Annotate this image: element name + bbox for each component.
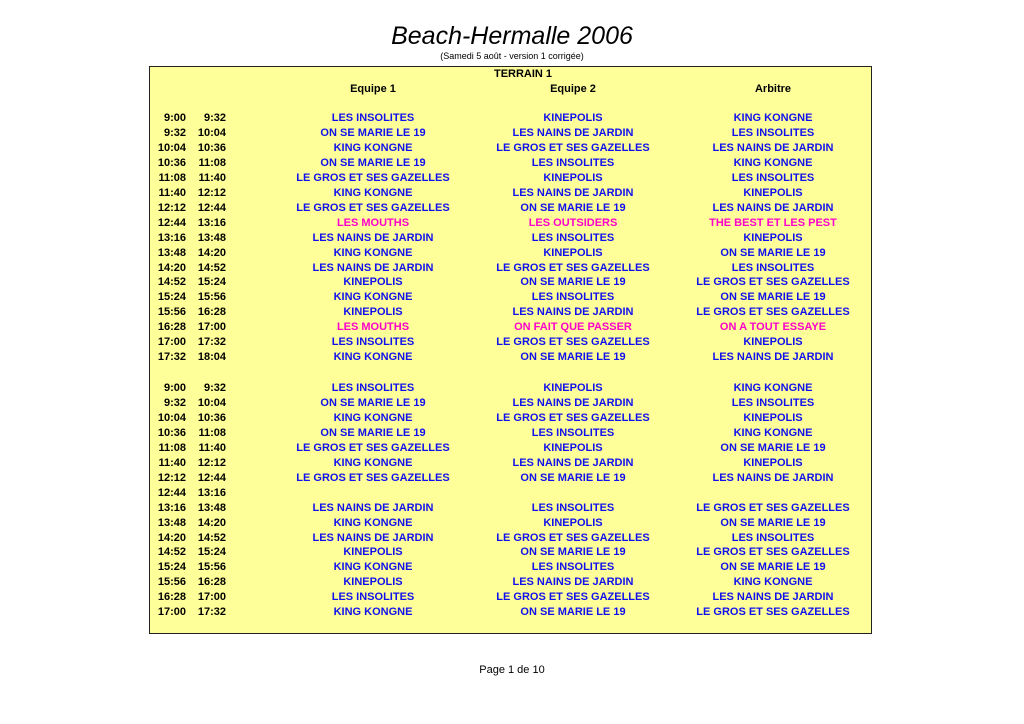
team-2: LES INSOLITES <box>531 156 615 169</box>
team-2: LES NAINS DE JARDIN <box>512 456 634 469</box>
team-1: KING KONGNE <box>333 411 413 424</box>
team-2: ON FAIT QUE PASSER <box>514 321 632 334</box>
team-1: KINEPOLIS <box>343 306 403 319</box>
team-1: LE GROS ET SES GAZELLES <box>296 171 450 184</box>
schedule-row <box>0 201 1024 216</box>
terrain-label: TERRAIN 1 <box>493 68 553 80</box>
referee: THE BEST ET LES PEST <box>709 216 837 229</box>
team-1: LES MOUTHS <box>336 321 410 334</box>
team-2: LES OUTSIDERS <box>528 216 618 229</box>
team-1: LE GROS ET SES GAZELLES <box>296 471 450 484</box>
team-1: KING KONGNE <box>333 561 413 574</box>
referee: ON A TOUT ESSAYE <box>719 321 827 334</box>
start-time: 14:20 <box>157 531 186 544</box>
referee: KINEPOLIS <box>743 411 803 424</box>
referee: LES INSOLITES <box>731 261 815 274</box>
start-time: 10:36 <box>157 156 186 169</box>
referee: ON SE MARIE LE 19 <box>720 441 826 454</box>
end-time: 13:16 <box>197 486 226 499</box>
schedule-row <box>0 516 1024 531</box>
start-time: 9:00 <box>163 382 186 394</box>
start-time: 12:12 <box>157 201 186 214</box>
team-1: LE GROS ET SES GAZELLES <box>296 441 450 454</box>
end-time: 11:08 <box>198 426 226 439</box>
referee: KING KONGNE <box>733 382 813 394</box>
schedule-row <box>0 126 1024 141</box>
schedule-row <box>0 486 1024 501</box>
team-1: LES NAINS DE JARDIN <box>312 231 434 244</box>
schedule-row <box>0 501 1024 516</box>
team-2: ON SE MARIE LE 19 <box>520 201 626 214</box>
end-time: 10:36 <box>197 411 226 424</box>
team-1: LES NAINS DE JARDIN <box>312 261 434 274</box>
schedule-row <box>0 305 1024 320</box>
team-2: LES NAINS DE JARDIN <box>512 126 634 139</box>
team-2: LES NAINS DE JARDIN <box>512 576 634 589</box>
schedule-row <box>0 350 1024 365</box>
referee: LES INSOLITES <box>731 171 815 184</box>
schedule-row <box>0 290 1024 305</box>
end-time: 12:12 <box>197 456 226 469</box>
start-time: 10:36 <box>157 426 186 439</box>
schedule-row <box>0 605 1024 620</box>
start-time: 12:12 <box>157 471 186 484</box>
end-time: 11:40 <box>198 441 226 454</box>
team-1: KING KONGNE <box>333 456 413 469</box>
team-1: KINEPOLIS <box>343 546 403 559</box>
end-time: 12:12 <box>197 186 226 199</box>
schedule-row <box>0 231 1024 246</box>
team-1: KINEPOLIS <box>343 276 403 289</box>
start-time: 11:40 <box>158 186 186 199</box>
team-2: LE GROS ET SES GAZELLES <box>496 141 650 154</box>
schedule-row <box>0 141 1024 156</box>
team-2: ON SE MARIE LE 19 <box>520 351 626 364</box>
team-2: ON SE MARIE LE 19 <box>520 546 626 559</box>
team-1: ON SE MARIE LE 19 <box>320 156 426 169</box>
end-time: 13:48 <box>197 231 226 244</box>
schedule-row <box>0 111 1024 126</box>
referee: KINEPOLIS <box>743 186 803 199</box>
end-time: 12:44 <box>197 471 226 484</box>
schedule-row <box>0 335 1024 350</box>
team-1: LES NAINS DE JARDIN <box>312 531 434 544</box>
referee: ON SE MARIE LE 19 <box>720 246 826 259</box>
start-time: 14:20 <box>157 261 186 274</box>
team-2: KINEPOLIS <box>543 441 603 454</box>
schedule-row <box>0 381 1024 396</box>
team-1: ON SE MARIE LE 19 <box>320 426 426 439</box>
end-time: 10:04 <box>197 396 226 409</box>
referee: LE GROS ET SES GAZELLES <box>696 546 850 559</box>
team-1: LES INSOLITES <box>331 336 415 349</box>
team-2: LES NAINS DE JARDIN <box>512 306 634 319</box>
referee: LES NAINS DE JARDIN <box>712 351 834 364</box>
referee: LE GROS ET SES GAZELLES <box>696 276 850 289</box>
referee: KINEPOLIS <box>743 231 803 244</box>
start-time: 16:28 <box>157 321 186 334</box>
team-2: KINEPOLIS <box>543 171 603 184</box>
end-time: 9:32 <box>203 112 226 124</box>
start-time: 15:24 <box>157 561 186 574</box>
team-1: KING KONGNE <box>333 141 413 154</box>
team-1: LE GROS ET SES GAZELLES <box>296 201 450 214</box>
schedule-row <box>0 545 1024 560</box>
team-1: LES MOUTHS <box>336 216 410 229</box>
schedule-row <box>0 261 1024 276</box>
referee: KING KONGNE <box>733 156 813 169</box>
start-time: 12:44 <box>157 216 186 229</box>
start-time: 9:00 <box>163 112 186 124</box>
start-time: 14:52 <box>157 546 186 559</box>
team-2: LE GROS ET SES GAZELLES <box>496 411 650 424</box>
referee: KING KONGNE <box>733 112 813 124</box>
schedule-row <box>0 441 1024 456</box>
start-time: 13:16 <box>157 231 186 244</box>
referee: KING KONGNE <box>733 426 813 439</box>
team-1: LES INSOLITES <box>331 382 415 394</box>
referee <box>683 486 863 501</box>
referee: LES NAINS DE JARDIN <box>712 141 834 154</box>
end-time: 12:44 <box>197 201 226 214</box>
referee: LES NAINS DE JARDIN <box>712 591 834 604</box>
referee: LE GROS ET SES GAZELLES <box>696 306 850 319</box>
team-2: ON SE MARIE LE 19 <box>520 276 626 289</box>
team-2: LES NAINS DE JARDIN <box>512 186 634 199</box>
team-1: ON SE MARIE LE 19 <box>320 126 426 139</box>
start-time: 15:56 <box>157 306 186 319</box>
team-2: LES INSOLITES <box>531 291 615 304</box>
team-1: LES INSOLITES <box>331 591 415 604</box>
referee: ON SE MARIE LE 19 <box>720 516 826 529</box>
team-2: KINEPOLIS <box>543 516 603 529</box>
start-time: 9:32 <box>163 126 186 139</box>
schedule-row <box>0 560 1024 575</box>
schedule-row <box>0 246 1024 261</box>
team-2: LES INSOLITES <box>531 426 615 439</box>
schedule-row <box>0 531 1024 546</box>
referee: LES NAINS DE JARDIN <box>712 471 834 484</box>
referee: KINEPOLIS <box>743 456 803 469</box>
team-1: ON SE MARIE LE 19 <box>320 396 426 409</box>
schedule-row <box>0 275 1024 290</box>
end-time: 13:16 <box>197 216 226 229</box>
start-time: 10:04 <box>157 411 186 424</box>
team-2: KINEPOLIS <box>543 382 603 394</box>
end-time: 17:32 <box>197 606 226 619</box>
header-arbitre: Arbitre <box>754 83 792 95</box>
end-time: 17:00 <box>197 591 226 604</box>
header-equipe-1: Equipe 1 <box>350 83 396 95</box>
page-number: Page 1 de 10 <box>479 664 545 676</box>
start-time: 11:40 <box>158 456 186 469</box>
start-time: 12:44 <box>157 486 186 499</box>
schedule-row <box>0 216 1024 231</box>
schedule-row <box>0 171 1024 186</box>
team-2: LES INSOLITES <box>531 561 615 574</box>
team-2: LE GROS ET SES GAZELLES <box>496 261 650 274</box>
schedule-row <box>0 590 1024 605</box>
team-1: KING KONGNE <box>333 246 413 259</box>
referee: KING KONGNE <box>733 576 813 589</box>
team-2: LE GROS ET SES GAZELLES <box>496 336 650 349</box>
referee: ON SE MARIE LE 19 <box>720 561 826 574</box>
referee: ON SE MARIE LE 19 <box>720 291 826 304</box>
schedule-row <box>0 411 1024 426</box>
team-2: KINEPOLIS <box>543 112 603 124</box>
end-time: 9:32 <box>203 382 226 394</box>
schedule-row <box>0 396 1024 411</box>
end-time: 14:20 <box>197 246 226 259</box>
team-2: KINEPOLIS <box>543 246 603 259</box>
schedule-row <box>0 320 1024 335</box>
end-time: 11:08 <box>198 156 226 169</box>
start-time: 17:00 <box>157 606 186 619</box>
end-time: 14:52 <box>197 531 226 544</box>
team-1 <box>283 486 463 501</box>
referee: KINEPOLIS <box>743 336 803 349</box>
referee: LES NAINS DE JARDIN <box>712 201 834 214</box>
team-2 <box>483 486 663 501</box>
end-time: 11:40 <box>198 171 226 184</box>
start-time: 13:48 <box>157 516 186 529</box>
team-2: LES INSOLITES <box>531 231 615 244</box>
team-2: LE GROS ET SES GAZELLES <box>496 591 650 604</box>
start-time: 10:04 <box>157 141 186 154</box>
end-time: 14:52 <box>197 261 226 274</box>
team-2: LES INSOLITES <box>531 501 615 514</box>
team-1: KING KONGNE <box>333 291 413 304</box>
referee: LES INSOLITES <box>731 126 815 139</box>
start-time: 9:32 <box>163 396 186 409</box>
start-time: 15:24 <box>157 291 186 304</box>
header-equipe-2: Equipe 2 <box>550 83 596 95</box>
team-1: LES INSOLITES <box>331 112 415 124</box>
start-time: 11:08 <box>158 441 186 454</box>
start-time: 15:56 <box>157 576 186 589</box>
end-time: 16:28 <box>197 576 226 589</box>
end-time: 15:56 <box>197 561 226 574</box>
start-time: 17:00 <box>157 336 186 349</box>
end-time: 17:00 <box>197 321 226 334</box>
team-2: ON SE MARIE LE 19 <box>520 606 626 619</box>
team-1: LES NAINS DE JARDIN <box>312 501 434 514</box>
end-time: 10:04 <box>197 126 226 139</box>
end-time: 10:36 <box>197 141 226 154</box>
end-time: 16:28 <box>197 306 226 319</box>
start-time: 11:08 <box>158 171 186 184</box>
schedule-row <box>0 575 1024 590</box>
team-1: KINEPOLIS <box>343 576 403 589</box>
start-time: 16:28 <box>157 591 186 604</box>
schedule-row <box>0 426 1024 441</box>
schedule-row <box>0 456 1024 471</box>
team-2: LES NAINS DE JARDIN <box>512 396 634 409</box>
end-time: 18:04 <box>197 351 226 364</box>
team-1: KING KONGNE <box>333 606 413 619</box>
document-subtitle: (Samedi 5 août - version 1 corrigée) <box>440 51 584 61</box>
team-1: KING KONGNE <box>333 516 413 529</box>
start-time: 14:52 <box>157 276 186 289</box>
referee: LES INSOLITES <box>731 531 815 544</box>
end-time: 15:56 <box>197 291 226 304</box>
team-1: KING KONGNE <box>333 186 413 199</box>
end-time: 15:24 <box>197 546 226 559</box>
end-time: 17:32 <box>197 336 226 349</box>
end-time: 14:20 <box>197 516 226 529</box>
end-time: 15:24 <box>197 276 226 289</box>
schedule-row <box>0 156 1024 171</box>
team-2: ON SE MARIE LE 19 <box>520 471 626 484</box>
referee: LE GROS ET SES GAZELLES <box>696 606 850 619</box>
start-time: 13:48 <box>157 246 186 259</box>
referee: LE GROS ET SES GAZELLES <box>696 501 850 514</box>
schedule-row <box>0 471 1024 486</box>
schedule-row <box>0 186 1024 201</box>
start-time: 17:32 <box>157 351 186 364</box>
document-title: Beach-Hermalle 2006 <box>391 22 633 50</box>
referee: LES INSOLITES <box>731 396 815 409</box>
team-2: LE GROS ET SES GAZELLES <box>496 531 650 544</box>
end-time: 13:48 <box>197 501 226 514</box>
team-1: KING KONGNE <box>333 351 413 364</box>
start-time: 13:16 <box>157 501 186 514</box>
